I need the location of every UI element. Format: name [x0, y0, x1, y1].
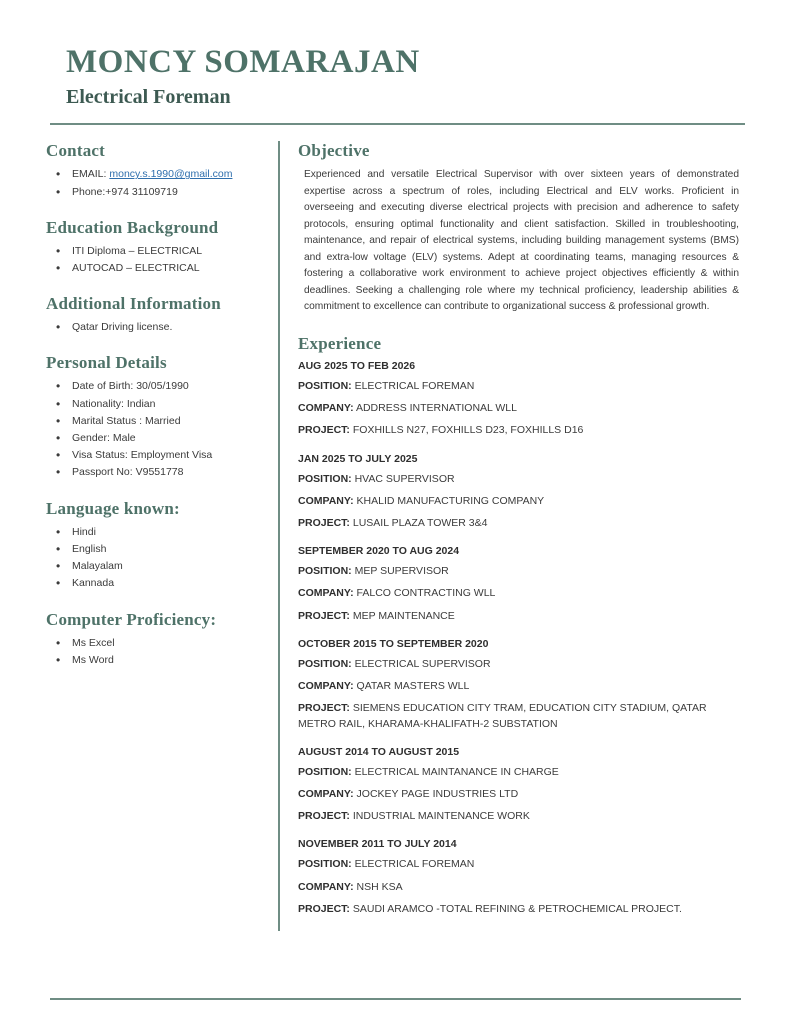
project-value: LUSAIL PLAZA TOWER 3&4 [352, 517, 488, 530]
experience-project [298, 609, 745, 624]
position-value: HVAC SUPERVISOR [354, 472, 455, 485]
project-value: INDUSTRIAL MAINTENANCE WORK [352, 810, 530, 823]
project-label: PROJECT: [298, 702, 350, 715]
company-label: COMPANY: [298, 788, 354, 800]
project-value: MEP MAINTENANCE [352, 609, 455, 622]
project-value: SAUDI ARAMCO -TOTAL REFINING & PETROCHEMICAL PROJECT. [352, 902, 682, 915]
experience-position [298, 857, 745, 872]
company-value: JOCKEY PAGE INDUSTRIES LTD [356, 788, 519, 800]
experience-company [298, 494, 745, 509]
education-list [46, 244, 264, 276]
page-title: MONCY SOMARAJAN [66, 44, 420, 80]
experience-project [298, 701, 745, 731]
experience-entry [298, 453, 745, 532]
position-label: POSITION: [298, 765, 352, 778]
list-item: • Kannada [46, 576, 264, 591]
list-item: • Malayalam [46, 559, 264, 574]
section-heading-contact: Contact [46, 141, 105, 161]
additional-information-list [46, 320, 264, 335]
list-item [46, 167, 264, 182]
experience-entry [298, 746, 745, 825]
section-heading-additional-information: Additional Information [46, 294, 221, 314]
right-column [294, 141, 745, 931]
company-label: COMPANY: [298, 587, 354, 600]
job-title: Electrical Foreman [66, 86, 231, 109]
experience-company [298, 787, 745, 802]
position-label: POSITION: [298, 657, 352, 670]
company-label: COMPANY: [298, 680, 354, 693]
experience-date: AUG 2025 TO FEB 2026 [298, 359, 416, 372]
list-item: • ITI Diploma – ELECTRICAL [46, 244, 264, 259]
company-label: COMPANY: [298, 880, 354, 893]
list-item: • Passport No: V9551778 [46, 465, 264, 480]
experience-position [298, 765, 745, 780]
experience-company [298, 401, 745, 416]
company-value: ADDRESS INTERNATIONAL WLL [355, 402, 517, 415]
experience-project [298, 902, 745, 917]
list-item: • Marital Status : Married [46, 414, 264, 429]
list-item: • Ms Word [46, 653, 264, 668]
company-label: COMPANY: [298, 494, 354, 507]
experience-date: JAN 2025 TO JULY 2025 [298, 452, 418, 465]
objective-text: Experienced and versatile Electrical Supervisor with over sixteen years of demonstrated expertise across a spectrum of roles, including Electrical and ELV works. Proficient in overseeing and executing diverse electrical projects with precision and adherence to safety protocols, ensuring optimal functionality and client satisfaction. Skilled in troubleshooting, maintenance, and repair of electrical systems, including building management systems (BMS) and extra-low voltage (ELV) systems. Adept at coordinating teams, managing resources & fostering a collaborative work environment to achieve project objectives efficiently & within deadlines. Seeking a challenging role where my technical proficiency, leadership abilities & commitment to excellence can contribute to organizational success & professional growth. [304, 169, 739, 313]
project-label: PROJECT: [298, 810, 350, 823]
section-heading-personal-details: Personal Details [46, 353, 167, 373]
list-item: • Qatar Driving license. [46, 320, 264, 335]
company-label: COMPANY: [298, 402, 354, 415]
experience-date: AUGUST 2014 TO AUGUST 2015 [298, 745, 460, 758]
resume-body [46, 141, 745, 931]
experience-entry [298, 638, 745, 732]
experience-entry [298, 545, 745, 624]
list-item: • AUTOCAD – ELECTRICAL [46, 261, 264, 276]
column-divider [278, 141, 280, 931]
position-value: ELECTRICAL FOREMAN [354, 858, 475, 871]
position-label: POSITION: [298, 379, 352, 392]
experience-position [298, 564, 745, 579]
experience-date: SEPTEMBER 2020 TO AUG 2024 [298, 545, 460, 558]
position-label: POSITION: [298, 565, 352, 578]
list-item: • Date of Birth: 30/05/1990 [46, 379, 264, 394]
project-value: FOXHILLS N27, FOXHILLS D23, FOXHILLS D16 [352, 424, 584, 437]
contact-list [46, 167, 264, 199]
experience-position [298, 657, 745, 672]
list-item: • Visa Status: Employment Visa [46, 448, 264, 463]
experience-entry [298, 360, 745, 439]
project-value: SIEMENS EDUCATION CITY TRAM, EDUCATION CITY STADIUM, QATAR METRO RAIL, KHARAMA-KHALIFATH-2 SUBSTATION [298, 702, 707, 730]
experience-date: NOVEMBER 2011 TO JULY 2014 [298, 838, 457, 851]
contact-email-label: EMAIL: [72, 168, 110, 181]
experience-entry [298, 838, 745, 917]
experience-project [298, 423, 745, 438]
position-label: POSITION: [298, 858, 352, 871]
experience-company [298, 679, 745, 694]
experience-position [298, 472, 745, 487]
list-item: • Hindi [46, 525, 264, 540]
list-item: • English [46, 542, 264, 557]
company-value: QATAR MASTERS WLL [356, 680, 470, 693]
experience-date: OCTOBER 2015 TO SEPTEMBER 2020 [298, 637, 489, 650]
position-value: ELECTRICAL MAINTANANCE IN CHARGE [354, 765, 559, 778]
list-item: • Phone:+974 31109719 [46, 185, 264, 200]
project-label: PROJECT: [298, 424, 350, 437]
company-value: KHALID MANUFACTURING COMPANY [356, 494, 545, 507]
section-heading-languages: Language known: [46, 498, 180, 518]
section-heading-experience: Experience [298, 333, 382, 353]
project-label: PROJECT: [298, 517, 350, 530]
section-heading-computer-proficiency: Computer Proficiency: [46, 609, 217, 629]
position-label: POSITION: [298, 472, 352, 485]
experience-project [298, 516, 745, 531]
experience-company [298, 880, 745, 895]
list-item: • Nationality: Indian [46, 397, 264, 412]
position-value: ELECTRICAL SUPERVISOR [354, 657, 491, 670]
header-divider [50, 123, 745, 125]
company-value: FALCO CONTRACTING WLL [356, 587, 496, 600]
email-link[interactable]: moncy.s.1990@gmail.com [109, 168, 233, 181]
experience-position [298, 379, 745, 394]
list-item: • Gender: Male [46, 431, 264, 446]
resume-header [46, 44, 745, 109]
position-value: MEP SUPERVISOR [354, 565, 449, 578]
footer-divider [50, 998, 741, 1000]
left-column [46, 141, 278, 931]
section-heading-objective: Objective [298, 141, 370, 161]
list-item: • Ms Excel [46, 636, 264, 651]
section-heading-education: Education Background [46, 217, 219, 237]
position-value: ELECTRICAL FOREMAN [354, 379, 475, 392]
experience-project [298, 809, 745, 824]
experience-company [298, 586, 745, 601]
languages-list [46, 525, 264, 592]
project-label: PROJECT: [298, 609, 350, 622]
company-value: NSH KSA [356, 880, 403, 893]
computer-proficiency-list [46, 636, 264, 668]
project-label: PROJECT: [298, 902, 350, 915]
personal-details-list [46, 379, 264, 480]
